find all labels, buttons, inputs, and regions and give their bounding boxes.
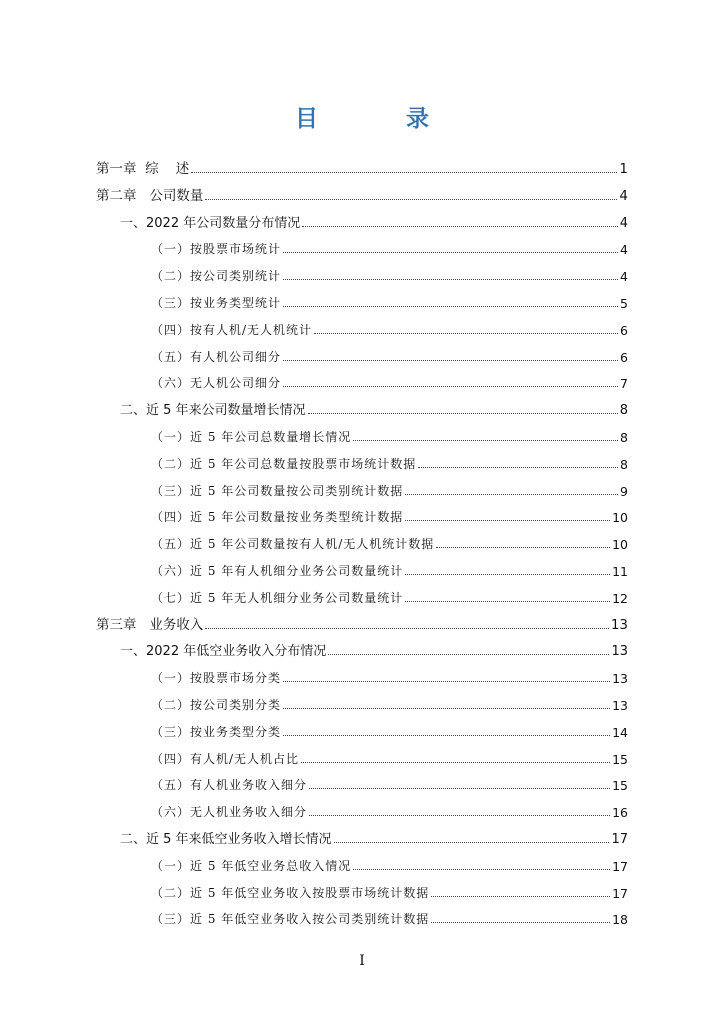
dot-leader: [405, 520, 610, 521]
toc-entry[interactable]: [120, 639, 628, 659]
toc-entry[interactable]: [151, 800, 628, 820]
toc-entry-page: 12: [612, 590, 628, 606]
dot-leader: [353, 440, 618, 441]
dot-leader: [283, 735, 610, 736]
toc-entry-page: 4: [620, 242, 628, 258]
toc-entry[interactable]: [151, 318, 628, 338]
toc-entry-page: 8: [620, 430, 628, 445]
toc-entry-page: 9: [620, 483, 628, 499]
toc-entry-label: （二）按公司类别统计: [151, 269, 282, 284]
toc-entry-label: （四）有人机/无人机占比: [151, 751, 300, 766]
toc-entry-label: 第三章 业务收入: [96, 616, 204, 633]
dot-leader: [283, 279, 618, 280]
toc-entry-label: （二）近 5 年公司总数量按股票市场统计数据: [151, 456, 417, 471]
toc-entry[interactable]: [151, 666, 628, 686]
toc-entry-label: （五）有人机业务收入细分: [151, 778, 308, 793]
toc-entry-label: （四）按有人机/无人机统计: [151, 322, 313, 337]
dot-leader: [405, 601, 610, 602]
toc-entry[interactable]: [151, 371, 628, 391]
toc-entry-label: 一、2022 年低空业务收入分布情况: [120, 644, 327, 660]
toc-entry[interactable]: [151, 747, 628, 767]
toc-entry-label: （一）近 5 年公司总数量增长情况: [151, 430, 352, 444]
toc-entry-label: 二、近 5 年来低空业务收入增长情况: [120, 832, 332, 847]
toc-title: 目 录: [294, 106, 469, 132]
dot-leader: [283, 252, 618, 253]
toc-entry[interactable]: [151, 479, 628, 499]
dot-leader: [334, 842, 610, 843]
toc-entry-page: 13: [612, 698, 628, 713]
toc-entry[interactable]: [151, 586, 628, 606]
toc-entry-page: 10: [612, 510, 628, 526]
toc-entry-label: （五）有人机公司细分: [151, 349, 282, 364]
toc-entry-label: （三）近 5 年低空业务收入按公司类别统计数据: [151, 912, 430, 927]
dot-leader: [301, 762, 610, 763]
toc-entry-page: 8: [620, 456, 628, 472]
toc-entry-label: （七）近 5 年无人机细分业务公司数量统计: [151, 590, 404, 605]
dot-leader: [353, 869, 610, 870]
dot-leader: [283, 360, 618, 361]
toc-entry-label: （二）近 5 年低空业务收入按股票市场统计数据: [151, 885, 430, 900]
dot-leader: [205, 199, 617, 200]
toc-entry-page: 10: [612, 537, 628, 553]
toc-entry-page: 4: [619, 215, 628, 231]
toc-entry-page: 17: [611, 832, 628, 847]
toc-entry-label: 二、近 5 年来公司数量增长情况: [120, 403, 306, 419]
toc-entry[interactable]: [151, 693, 628, 713]
toc-entry[interactable]: [151, 237, 628, 257]
toc-entry[interactable]: [96, 157, 628, 177]
dot-leader: [302, 226, 618, 227]
dot-leader: [431, 896, 610, 897]
dot-leader: [314, 333, 618, 334]
toc-entry-label: （三）按业务类型分类: [151, 724, 282, 739]
toc-entry-page: 4: [619, 187, 628, 204]
toc-entry-label: 一、2022 年公司数量分布情况: [120, 215, 301, 231]
toc-entry[interactable]: [151, 720, 628, 740]
dot-leader: [283, 386, 618, 387]
toc-entry-page: 5: [620, 296, 628, 311]
dot-leader: [405, 574, 610, 575]
toc-entry-label: （三）近 5 年公司数量按公司类别统计数据: [151, 483, 404, 498]
toc-entry-label: （五）近 5 年公司数量按有人机/无人机统计数据: [151, 537, 435, 552]
toc-entry[interactable]: [120, 211, 628, 231]
toc-entry-label: （一）近 5 年低空业务总收入情况: [151, 858, 352, 873]
toc-entry-page: 15: [612, 751, 628, 767]
dot-leader: [309, 788, 610, 789]
dot-leader: [328, 654, 609, 655]
toc-entry[interactable]: [151, 425, 628, 445]
toc-entry[interactable]: [120, 398, 628, 418]
toc-entry[interactable]: [151, 345, 628, 365]
toc-entry-page: 7: [620, 376, 628, 392]
dot-leader: [191, 172, 617, 173]
toc-entry[interactable]: [151, 881, 628, 901]
dot-leader: [205, 628, 608, 629]
toc-entry[interactable]: [151, 532, 628, 552]
toc-entry-page: 18: [612, 912, 628, 928]
toc-entry-page: 17: [612, 858, 628, 874]
toc-entry-label: 第二章 公司数量: [96, 187, 204, 204]
toc-entry-page: 13: [610, 616, 628, 633]
toc-entry-page: 14: [612, 724, 628, 740]
dot-leader: [431, 922, 610, 923]
toc-entry[interactable]: [151, 452, 628, 472]
toc-entry-label: （六）近 5 年有人机细分业务公司数量统计: [151, 564, 404, 578]
page-number-footer: I: [359, 953, 365, 969]
toc-entry[interactable]: [151, 264, 628, 284]
toc-entry-label: （二）按公司类别分类: [151, 698, 282, 712]
toc-entry-page: 4: [620, 269, 628, 285]
toc-entry-page: 11: [612, 564, 628, 579]
toc-entry-page: 13: [611, 644, 628, 660]
dot-leader: [283, 681, 610, 682]
toc-entry-page: 13: [612, 671, 628, 687]
toc-entry-label: （六）无人机公司细分: [151, 376, 282, 391]
toc-entry-label: （六）无人机业务收入细分: [151, 805, 308, 820]
toc-entry-page: 16: [612, 805, 628, 821]
dot-leader: [436, 547, 610, 548]
toc-entry-label: （一）按股票市场统计: [151, 242, 282, 257]
toc-entry-label: （三）按业务类型统计: [151, 296, 282, 310]
toc-entry-page: 6: [620, 322, 628, 338]
toc-entry-label: （一）按股票市场分类: [151, 671, 282, 686]
toc-entry[interactable]: [151, 854, 628, 874]
dot-leader: [418, 467, 618, 468]
toc-entry[interactable]: [151, 773, 628, 793]
toc-entry-page: 8: [619, 403, 628, 419]
toc-entry-page: 15: [612, 778, 628, 794]
toc-entry[interactable]: [96, 184, 628, 204]
toc-entry-page: 17: [612, 885, 628, 901]
toc-entry[interactable]: [151, 505, 628, 525]
toc-entry-page: 1: [619, 161, 628, 177]
toc-entry[interactable]: [96, 613, 628, 633]
dot-leader: [308, 413, 618, 414]
toc-entry-page: 6: [620, 349, 628, 365]
dot-leader: [405, 494, 618, 495]
dot-leader: [283, 708, 610, 709]
toc-entry[interactable]: [151, 291, 628, 311]
toc-entry-label: （四）近 5 年公司数量按业务类型统计数据: [151, 510, 404, 525]
dot-leader: [283, 306, 618, 307]
toc-entry-label: 第一章 综 述: [96, 161, 190, 177]
dot-leader: [309, 815, 610, 816]
toc-entry[interactable]: [120, 827, 628, 847]
toc-entry[interactable]: [151, 907, 628, 927]
toc-entry[interactable]: [151, 559, 628, 579]
